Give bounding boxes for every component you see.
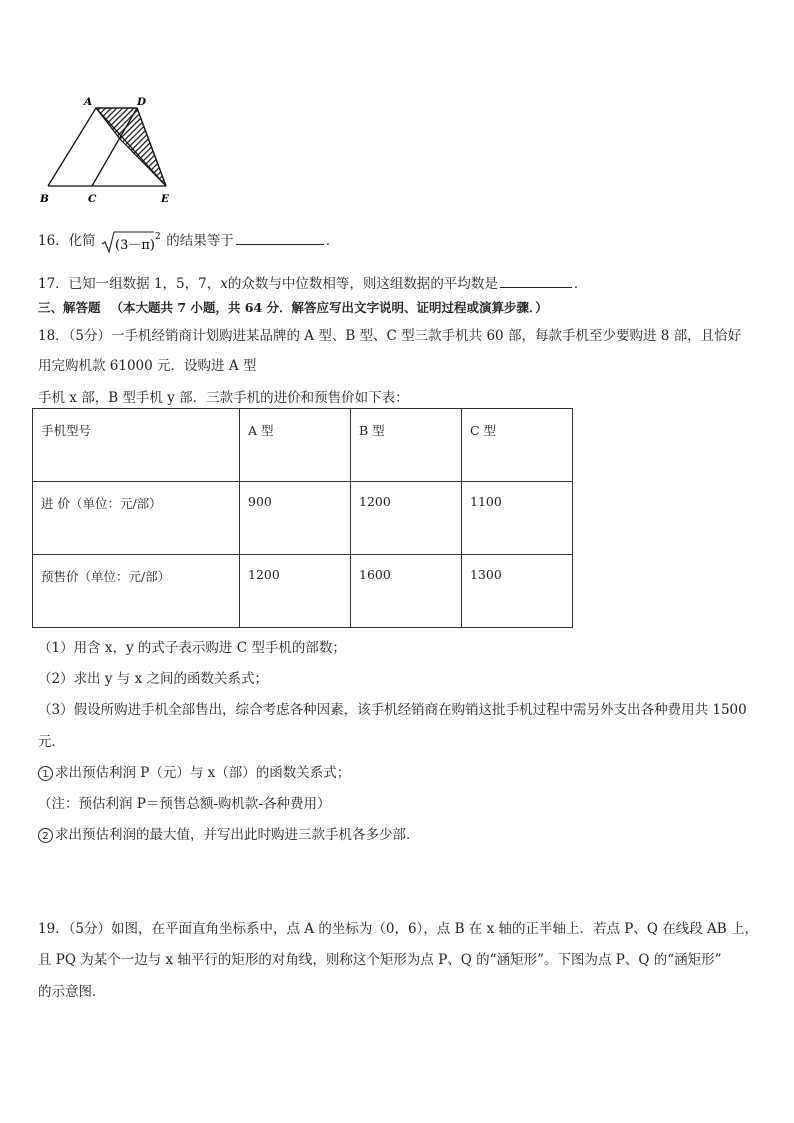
q18-sub3b: 元．: [38, 734, 65, 750]
q18-item2-text: 求出预估利润的最大值，并写出此时购进三款手机各多少部．: [55, 827, 420, 843]
q16-answer-blank[interactable]: [236, 230, 324, 245]
q16-radicand: (3－π): [114, 237, 155, 253]
label-d: D: [137, 96, 147, 108]
q18-note: （注：预估利润 P＝预售总额-购机款-各种费用）: [38, 796, 331, 812]
price-table: [32, 408, 573, 628]
circled-number-1: 1: [38, 766, 53, 781]
q17-end: ．: [573, 276, 588, 292]
q16-exponent: 2: [154, 231, 161, 242]
table-cell: 1600: [351, 555, 462, 628]
q17-answer-blank[interactable]: [500, 273, 572, 288]
label-e: E: [161, 193, 170, 205]
table-header-row: [33, 409, 573, 482]
geometry-figure: [36, 92, 186, 207]
q19-line1: 19．（5分）如图，在平面直角坐标系中，点 A 的坐标为（0，6），点 B 在 x 轴的正半轴上．若点 P、Q 在线段 AB 上，: [38, 921, 758, 937]
table-cell: 1100: [462, 482, 573, 555]
table-row: [33, 555, 573, 628]
q18-item1: [38, 761, 350, 781]
segment-ab: [48, 108, 96, 186]
sqrt-expression: [100, 228, 162, 255]
table-header-cell: B 型: [351, 409, 462, 482]
table-header-cell: 手机型号: [33, 409, 240, 482]
circled-number-2: 2: [38, 828, 53, 843]
table-cell: 900: [240, 482, 351, 555]
table-cell: 1200: [351, 482, 462, 555]
q18-item2: [38, 823, 420, 843]
section-3-heading: [38, 298, 548, 316]
q16-prefix: 16．化简: [38, 233, 96, 249]
table-row: [33, 482, 573, 555]
q16-suffix: 的结果等于: [166, 233, 234, 249]
q18-sub3a: （3）假设所购进手机全部售出，综合考虑各种因素，该手机经销商在购销这批手机过程中需另外支出各种费用共 1500: [38, 702, 747, 718]
section-3-title: 三、解答题: [38, 300, 101, 315]
label-c: C: [88, 193, 97, 205]
q19-line2: 且 PQ 为某个一边与 x 轴平行的矩形的对角线，则称这个矩形为点 P、Q 的“涵矩形”。下图为点 P、Q 的“涵矩形”: [38, 952, 722, 968]
q16-end: ．: [325, 233, 340, 249]
q19-line3: 的示意图．: [38, 984, 106, 1000]
q18-sub2: （2）求出 y 与 x 之间的函数关系式；: [38, 671, 268, 687]
table-cell: 1200: [240, 555, 351, 628]
table-header-cell: C 型: [462, 409, 573, 482]
label-b: B: [40, 193, 49, 205]
question-16: [38, 228, 339, 254]
q18-line2: 用完购机款 61000 元．设购进 A 型: [38, 358, 257, 374]
question-17: [38, 272, 587, 292]
q17-var: x: [220, 276, 228, 292]
q18-line1: 18．（5分）一手机经销商计划购进某品牌的 A 型、B 型、C 型三款手机共 60 部，每款手机至少要购进 8 部，且恰好: [38, 328, 742, 344]
table-cell: 预售价（单位：元/部）: [33, 555, 240, 628]
table-cell: 进 价（单位：元/部）: [33, 482, 240, 555]
table-cell: 1300: [462, 555, 573, 628]
label-a: A: [84, 96, 93, 108]
q18-line3: 手机 x 部，B 型手机 y 部．三款手机的进价和预售价如下表：: [38, 390, 409, 406]
section-3-note: （本大题共 7 小题，共 64 分．解答应写出文字说明、证明过程或演算步骤．）: [110, 300, 548, 315]
q18-sub1: （1）用含 x，y 的式子表示购进 C 型手机的部数；: [38, 640, 346, 656]
q17-text2: 的众数与中位数相等，则这组数据的平均数是: [227, 276, 498, 292]
q17-text: 17．已知一组数据 1，5，7，: [38, 276, 221, 292]
table-header-cell: A 型: [240, 409, 351, 482]
q18-item1-text: 求出预估利润 P（元）与 x（部）的函数关系式；: [55, 765, 351, 781]
